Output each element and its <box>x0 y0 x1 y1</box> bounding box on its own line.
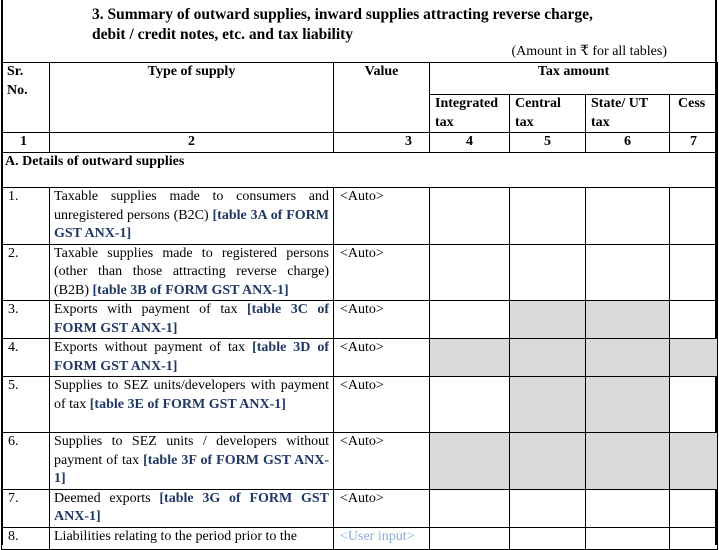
cell-state-ut-tax[interactable] <box>586 244 670 301</box>
col-num-1: 1 <box>2 133 50 153</box>
amount-note: (Amount in ₹ for all tables) <box>511 44 667 59</box>
cell-central-tax[interactable] <box>510 244 586 301</box>
table-reference: [table 3B of FORM GST ANX-1] <box>92 282 289 298</box>
cell-state-ut-tax-disabled <box>586 433 670 490</box>
cell-integrated-tax[interactable] <box>430 244 510 301</box>
cell-state-ut-tax[interactable] <box>586 489 670 527</box>
cell-central-tax[interactable] <box>510 489 586 527</box>
cell-cess[interactable] <box>670 377 718 433</box>
row-sr: 4. <box>2 339 50 377</box>
header-integrated-tax: Integrated tax <box>430 95 510 133</box>
cell-cess[interactable] <box>670 244 718 301</box>
table-row <box>2 377 718 433</box>
section-a-heading: A. Details of outward supplies <box>2 153 718 188</box>
table-reference: [table 3C of FORM GST ANX-1] <box>54 302 329 336</box>
cell-state-ut-tax-disabled <box>586 301 670 339</box>
row-value-user-input[interactable]: <User input> <box>334 527 430 549</box>
header-value: Value <box>334 63 430 133</box>
title-line-2: debit / credit notes, etc. and tax liability <box>92 26 354 43</box>
summary-table <box>1 62 718 550</box>
column-number-row <box>2 133 718 153</box>
cell-central-tax-disabled <box>510 301 586 339</box>
cell-central-tax[interactable] <box>510 188 586 245</box>
row-value-auto: <Auto> <box>334 377 430 433</box>
cell-cess[interactable] <box>670 188 718 245</box>
table-row <box>2 244 718 301</box>
table-reference: [table 3E of FORM GST ANX-1] <box>89 396 286 412</box>
col-num-7: 7 <box>670 133 718 153</box>
row-description: Supplies to SEZ units/developers with payment of tax [table 3E of FORM GST ANX-1] <box>50 377 334 433</box>
cell-integrated-tax[interactable] <box>430 527 510 549</box>
table-reference: [table 3D of FORM GST ANX-1] <box>54 340 329 374</box>
cell-state-ut-tax[interactable] <box>586 188 670 245</box>
header-cess: Cess <box>670 95 718 133</box>
header-sr-no: Sr. No. <box>2 63 50 133</box>
table-row <box>2 339 718 377</box>
col-num-2: 2 <box>50 133 334 153</box>
col-num-5: 5 <box>510 133 586 153</box>
cell-cess[interactable] <box>670 489 718 527</box>
row-sr: 8. <box>2 527 50 549</box>
table-row <box>2 433 718 490</box>
cell-integrated-tax-disabled <box>430 433 510 490</box>
header-type-of-supply: Type of supply <box>50 63 334 133</box>
row-sr: 5. <box>2 377 50 433</box>
row-sr: 6. <box>2 433 50 490</box>
row-sr: 2. <box>2 244 50 301</box>
cell-cess[interactable] <box>670 527 718 549</box>
header-tax-amount: Tax amount <box>430 63 718 95</box>
cell-central-tax-disabled <box>510 433 586 490</box>
cell-cess[interactable] <box>670 301 718 339</box>
cell-integrated-tax[interactable] <box>430 377 510 433</box>
row-description: Exports with payment of tax [table 3C of FORM GST ANX-1] <box>50 301 334 339</box>
row-description: Deemed exports [table 3G of FORM GST ANX-1] <box>50 489 334 527</box>
table-row <box>2 527 718 549</box>
header-state-ut-tax: State/ UT tax <box>586 95 670 133</box>
col-num-6: 6 <box>586 133 670 153</box>
section-title <box>92 5 593 45</box>
cell-integrated-tax-disabled <box>430 339 510 377</box>
row-description: Taxable supplies made to consumers and unregistered persons (B2C) [table 3A of FORM GST ANX-1] <box>50 188 334 245</box>
row-value-auto: <Auto> <box>334 244 430 301</box>
col-num-4: 4 <box>430 133 510 153</box>
row-description: Liabilities relating to the period prior to the <box>50 527 334 549</box>
cell-integrated-tax[interactable] <box>430 301 510 339</box>
cell-state-ut-tax[interactable] <box>586 527 670 549</box>
row-value-auto: <Auto> <box>334 339 430 377</box>
row-sr: 3. <box>2 301 50 339</box>
table-row <box>2 301 718 339</box>
row-sr: 7. <box>2 489 50 527</box>
row-description: Exports without payment of tax [table 3D of FORM GST ANX-1] <box>50 339 334 377</box>
row-description: Taxable supplies made to registered persons (other than those attracting reverse charge) (B2B) [table 3B of FORM GST ANX-1] <box>50 244 334 301</box>
row-value-auto: <Auto> <box>334 489 430 527</box>
row-value-auto: <Auto> <box>334 433 430 490</box>
title-line-1: 3. Summary of outward supplies, inward supplies attracting reverse charge, <box>92 6 593 23</box>
cell-state-ut-tax-disabled <box>586 377 670 433</box>
row-description: Supplies to SEZ units / developers without payment of tax [table 3F of FORM GST ANX-1] <box>50 433 334 490</box>
cell-state-ut-tax-disabled <box>586 339 670 377</box>
table-reference: [table 3A of FORM GST ANX-1] <box>54 207 330 241</box>
header-central-tax: Central tax <box>510 95 586 133</box>
cell-central-tax[interactable] <box>510 527 586 549</box>
row-value-auto: <Auto> <box>334 301 430 339</box>
cell-cess-disabled <box>670 433 718 490</box>
cell-cess-disabled <box>670 339 718 377</box>
table-reference: [table 3G of FORM GST ANX-1] <box>54 490 329 524</box>
cell-integrated-tax[interactable] <box>430 489 510 527</box>
cell-central-tax-disabled <box>510 377 586 433</box>
cell-central-tax-disabled <box>510 339 586 377</box>
table-row <box>2 188 718 245</box>
table-row <box>2 489 718 527</box>
cell-integrated-tax[interactable] <box>430 188 510 245</box>
table-reference: [table 3F of FORM GST ANX-1] <box>54 452 329 486</box>
row-value-auto: <Auto> <box>334 188 430 245</box>
col-num-3: 3 <box>334 133 430 153</box>
row-sr: 1. <box>2 188 50 245</box>
